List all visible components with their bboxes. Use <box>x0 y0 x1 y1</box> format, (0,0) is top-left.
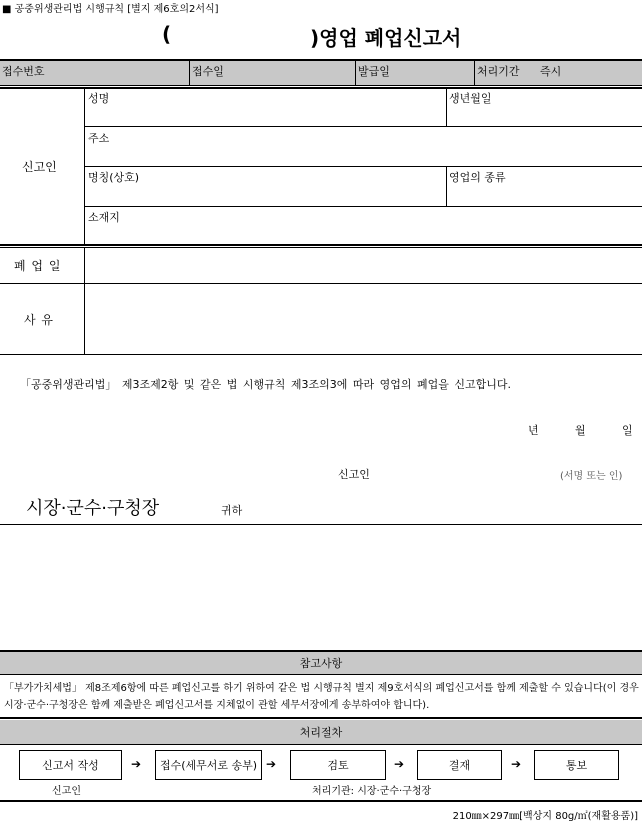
issue-date-label: 발급일 <box>358 65 390 78</box>
business-name-label: 명칭(상호) <box>88 171 140 184</box>
reporter-sign-label: 신고인 <box>338 468 370 481</box>
step-write-report: 신고서 작성 <box>19 750 122 780</box>
birth-date-field[interactable] <box>447 102 642 125</box>
arrow-icon: ➔ <box>394 757 405 771</box>
business-type-label: 영업의 종류 <box>449 171 506 184</box>
arrow-icon: ➔ <box>266 757 277 771</box>
addressee: 시장·군수·구청장 <box>26 498 160 519</box>
procedure-left-actor: 신고인 <box>52 786 81 797</box>
reason-label: 사 유 <box>24 313 54 327</box>
address-label: 주소 <box>88 132 110 145</box>
step-receipt: 접수(세무서로 송부) <box>155 750 262 780</box>
step-approval: 결재 <box>417 750 502 780</box>
year-label: 년 <box>528 424 539 437</box>
title-open-paren: ( <box>162 22 172 46</box>
declaration-statement: 「공중위생관리법」 제3조제2항 및 같은 법 시행규칙 제3조의3에 따라 영업의 폐업을 신고합니다. <box>20 378 511 391</box>
step-review: 검토 <box>290 750 386 780</box>
law-reference-note: ■ 공중위생관리법 시행규칙 [별지 제6호의2서식] <box>2 4 219 15</box>
signature-hint: (서명 또는 인) <box>560 471 623 482</box>
reason-field[interactable] <box>86 285 642 353</box>
processing-period-label: 처리기간 <box>477 65 520 78</box>
birth-date-label: 생년월일 <box>449 92 492 105</box>
arrow-icon: ➔ <box>511 757 522 771</box>
reference-text: 「부가가치세법」 제8조제6항에 따른 폐업신고를 하기 위하여 같은 법 시행규칙 별지 제9호서식의 폐업신고서를 함께 제출할 수 있습니다(이 경우 시장·군수·구청장은 함께 제출받은 폐업신고서를 지체없이 관할 세무서장에게 송부하여야 합니다). <box>4 683 639 711</box>
paper-spec: 210㎜×297㎜[백상지 80g/㎡(재활용품)] <box>452 811 638 822</box>
processing-period-value: 즉시 <box>540 65 562 78</box>
month-label: 월 <box>575 424 586 437</box>
closure-date-label: 폐 업 일 <box>14 259 62 273</box>
name-label: 성명 <box>88 92 110 105</box>
name-field[interactable] <box>85 102 446 125</box>
receipt-date-label: 접수일 <box>192 65 224 78</box>
address-field[interactable] <box>85 142 642 165</box>
business-type-field[interactable] <box>447 182 642 205</box>
step-notification: 통보 <box>534 750 619 780</box>
location-field[interactable] <box>85 222 642 244</box>
page-title: )영업 폐업신고서 <box>310 26 462 50</box>
day-label: 일 <box>622 424 633 437</box>
location-label: 소재지 <box>88 211 120 224</box>
reporter-section-label: 신고인 <box>22 160 57 174</box>
procedure-right-actor: 처리기관: 시장·군수·구청장 <box>312 786 432 797</box>
addressee-honorific: 귀하 <box>221 504 243 517</box>
reference-header: 참고사항 <box>0 652 642 674</box>
closure-date-field[interactable] <box>86 249 642 282</box>
procedure-header: 처리절차 <box>0 720 642 744</box>
receipt-number-label: 접수번호 <box>2 65 45 78</box>
business-name-field[interactable] <box>85 182 446 205</box>
arrow-icon: ➔ <box>131 757 142 771</box>
